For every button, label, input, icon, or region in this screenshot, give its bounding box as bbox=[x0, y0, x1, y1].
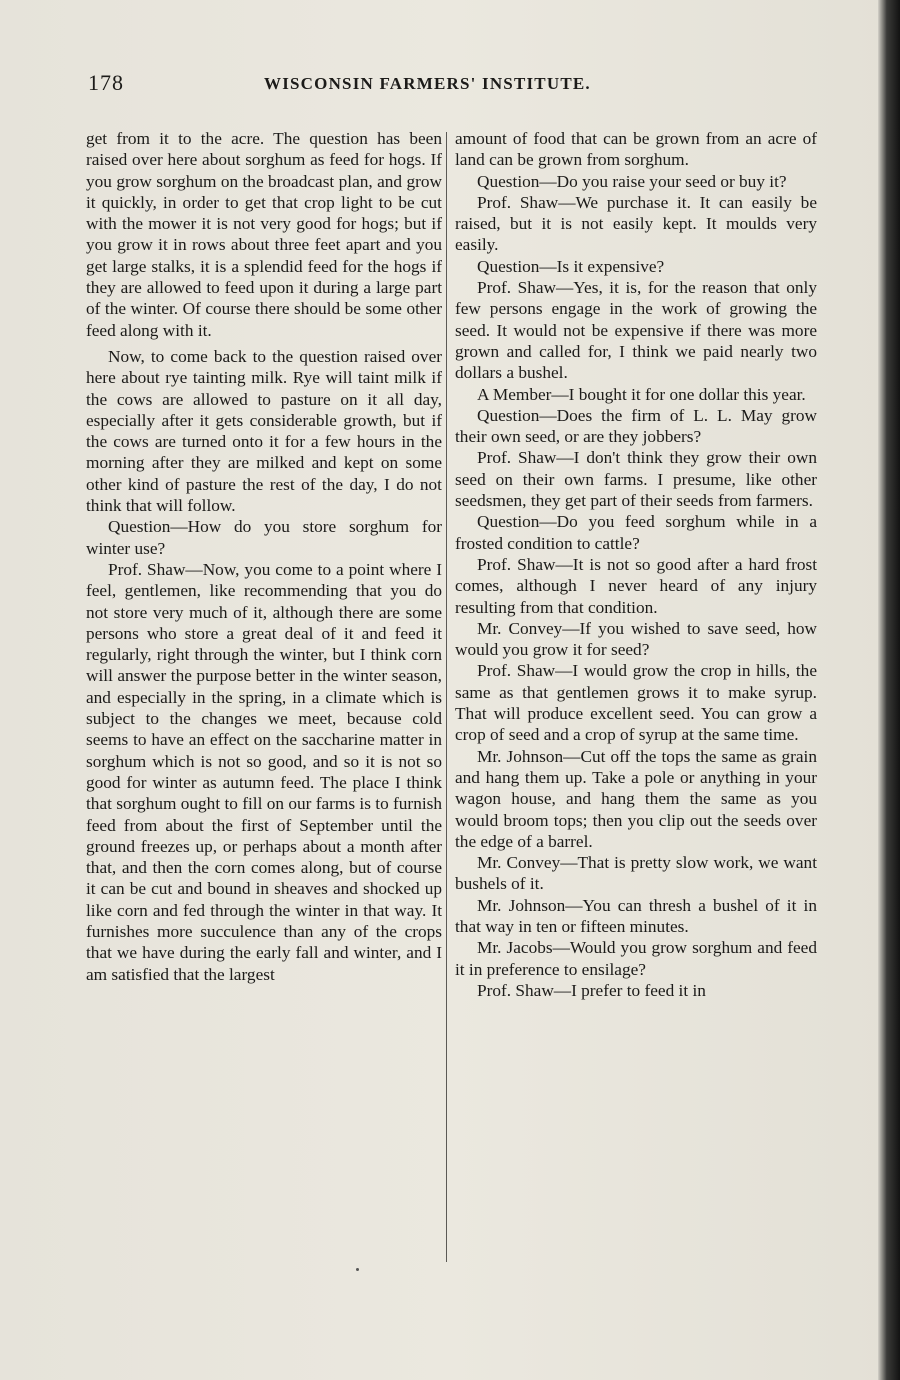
paragraph: get from it to the acre. The question has been raised over here about sorghum as feed for hogs. If you grow sorghum on the broadcast plan, and grow it quickly, in order to get that crop light to be cut with the mower it is not very good for hogs; but if you grow it in rows about three feet apart and you get large stalks, it is a splendid feed for the hogs if they are allowed to feed upon it during a large part of the winter. Of course there should be some other feed along with it. bbox=[86, 129, 442, 340]
paragraph: Mr. Convey—That is pretty slow work, we want bushels of it. bbox=[455, 853, 817, 894]
paragraph: Prof. Shaw—It is not so good after a hard frost comes, although I never heard of any injury resulting from that condition. bbox=[455, 554, 817, 617]
page-edge-shadow bbox=[878, 0, 900, 1380]
paragraph: Mr. Johnson—You can thresh a bushel of it in that way in ten or fifteen minutes. bbox=[455, 895, 817, 936]
paragraph: Question—Do you raise your seed or buy it? bbox=[477, 171, 787, 191]
ink-speck bbox=[356, 1268, 359, 1271]
paragraph: Now, to come back to the question raised over here about rye tainting milk. Rye will taint milk if the cows are allowed to pasture on it all day, especially after it gets considerable growth, but if the cows are turned onto it for a few hours in the morning after they are milked and kept on some other kind of pasture the rest of the day, I do not think that will follow. bbox=[86, 346, 442, 516]
running-title: WISCONSIN FARMERS' INSTITUTE. bbox=[264, 74, 591, 93]
paragraph: Mr. Convey—If you wished to save seed, how would you grow it for seed? bbox=[455, 618, 817, 660]
left-column bbox=[86, 128, 442, 985]
paragraph: Question—How do you store sorghum for winter use? bbox=[86, 517, 442, 558]
paragraph: Prof. Shaw—I prefer to feed it in bbox=[477, 980, 706, 1000]
paragraph: Prof. Shaw—I don't think they grow their own seed on their own farms. I presume, like other seedsmen, they get part of their seeds from farmers. bbox=[455, 448, 817, 511]
paragraph: amount of food that can be grown from an acre of land can be grown from sorghum. bbox=[455, 129, 817, 170]
paragraph: Prof. Shaw—We purchase it. It can easily be raised, but it is not easily kept. It moulds very easily. bbox=[455, 192, 817, 255]
paragraph: Prof. Shaw—Now, you come to a point where I feel, gentlemen, like recommending that you do not store very much of it, although there are some persons who store a great deal of it and feed it regularly, right through the winter, but I think corn will answer the purpose better in the winter season, and especially in the spring, in a climate which is subject to the changes we meet, because cold seems to have an effect on the saccharine matter in sorghum which is not so good, and so it is not so good for winter as autumn feed. The place I think that sorghum ought to fill on our farms is to furnish feed from about the first of September until the ground freezes up, or perhaps about a month after that, and then the corn comes along, but of course it can be cut and bound in sheaves and shocked up like corn and fed through the winter in that way. It furnishes more succulence than any of the crops that we have during the early fall and winter, and I am satisfied that the largest bbox=[86, 559, 442, 984]
paragraph: Question—Do you feed sorghum while in a frosted condition to cattle? bbox=[455, 512, 817, 553]
paragraph: Prof. Shaw—I would grow the crop in hills, the same as that gentlemen grows it to make syrup. That will produce excellent seed. You can grow a crop of seed and a crop of syrup at the same time. bbox=[455, 661, 817, 745]
page-number: 178 bbox=[88, 70, 124, 95]
right-column bbox=[455, 128, 817, 1001]
paragraph: Prof. Shaw—Yes, it is, for the reason that only few persons engage in the work of growing the seed. It would not be expensive if there was more grown and called for, I think we paid nearly two dollars a bushel. bbox=[455, 278, 817, 383]
page-header bbox=[88, 70, 648, 104]
paragraph: Question—Is it expensive? bbox=[477, 256, 665, 276]
paragraph: Question—Does the firm of L. L. May grow their own seed, or are they jobbers? bbox=[455, 405, 817, 447]
column-divider bbox=[446, 132, 447, 1262]
paragraph: Mr. Johnson—Cut off the tops the same as grain and hang them up. Take a pole or anything in your wagon house, and hang them the same as you would broom tops; then you clip out the seeds over the edge of a barrel. bbox=[455, 746, 817, 851]
paragraph: A Member—I bought it for one dollar this year. bbox=[477, 384, 806, 404]
paragraph: Mr. Jacobs—Would you grow sorghum and feed it in preference to ensilage? bbox=[455, 938, 817, 979]
